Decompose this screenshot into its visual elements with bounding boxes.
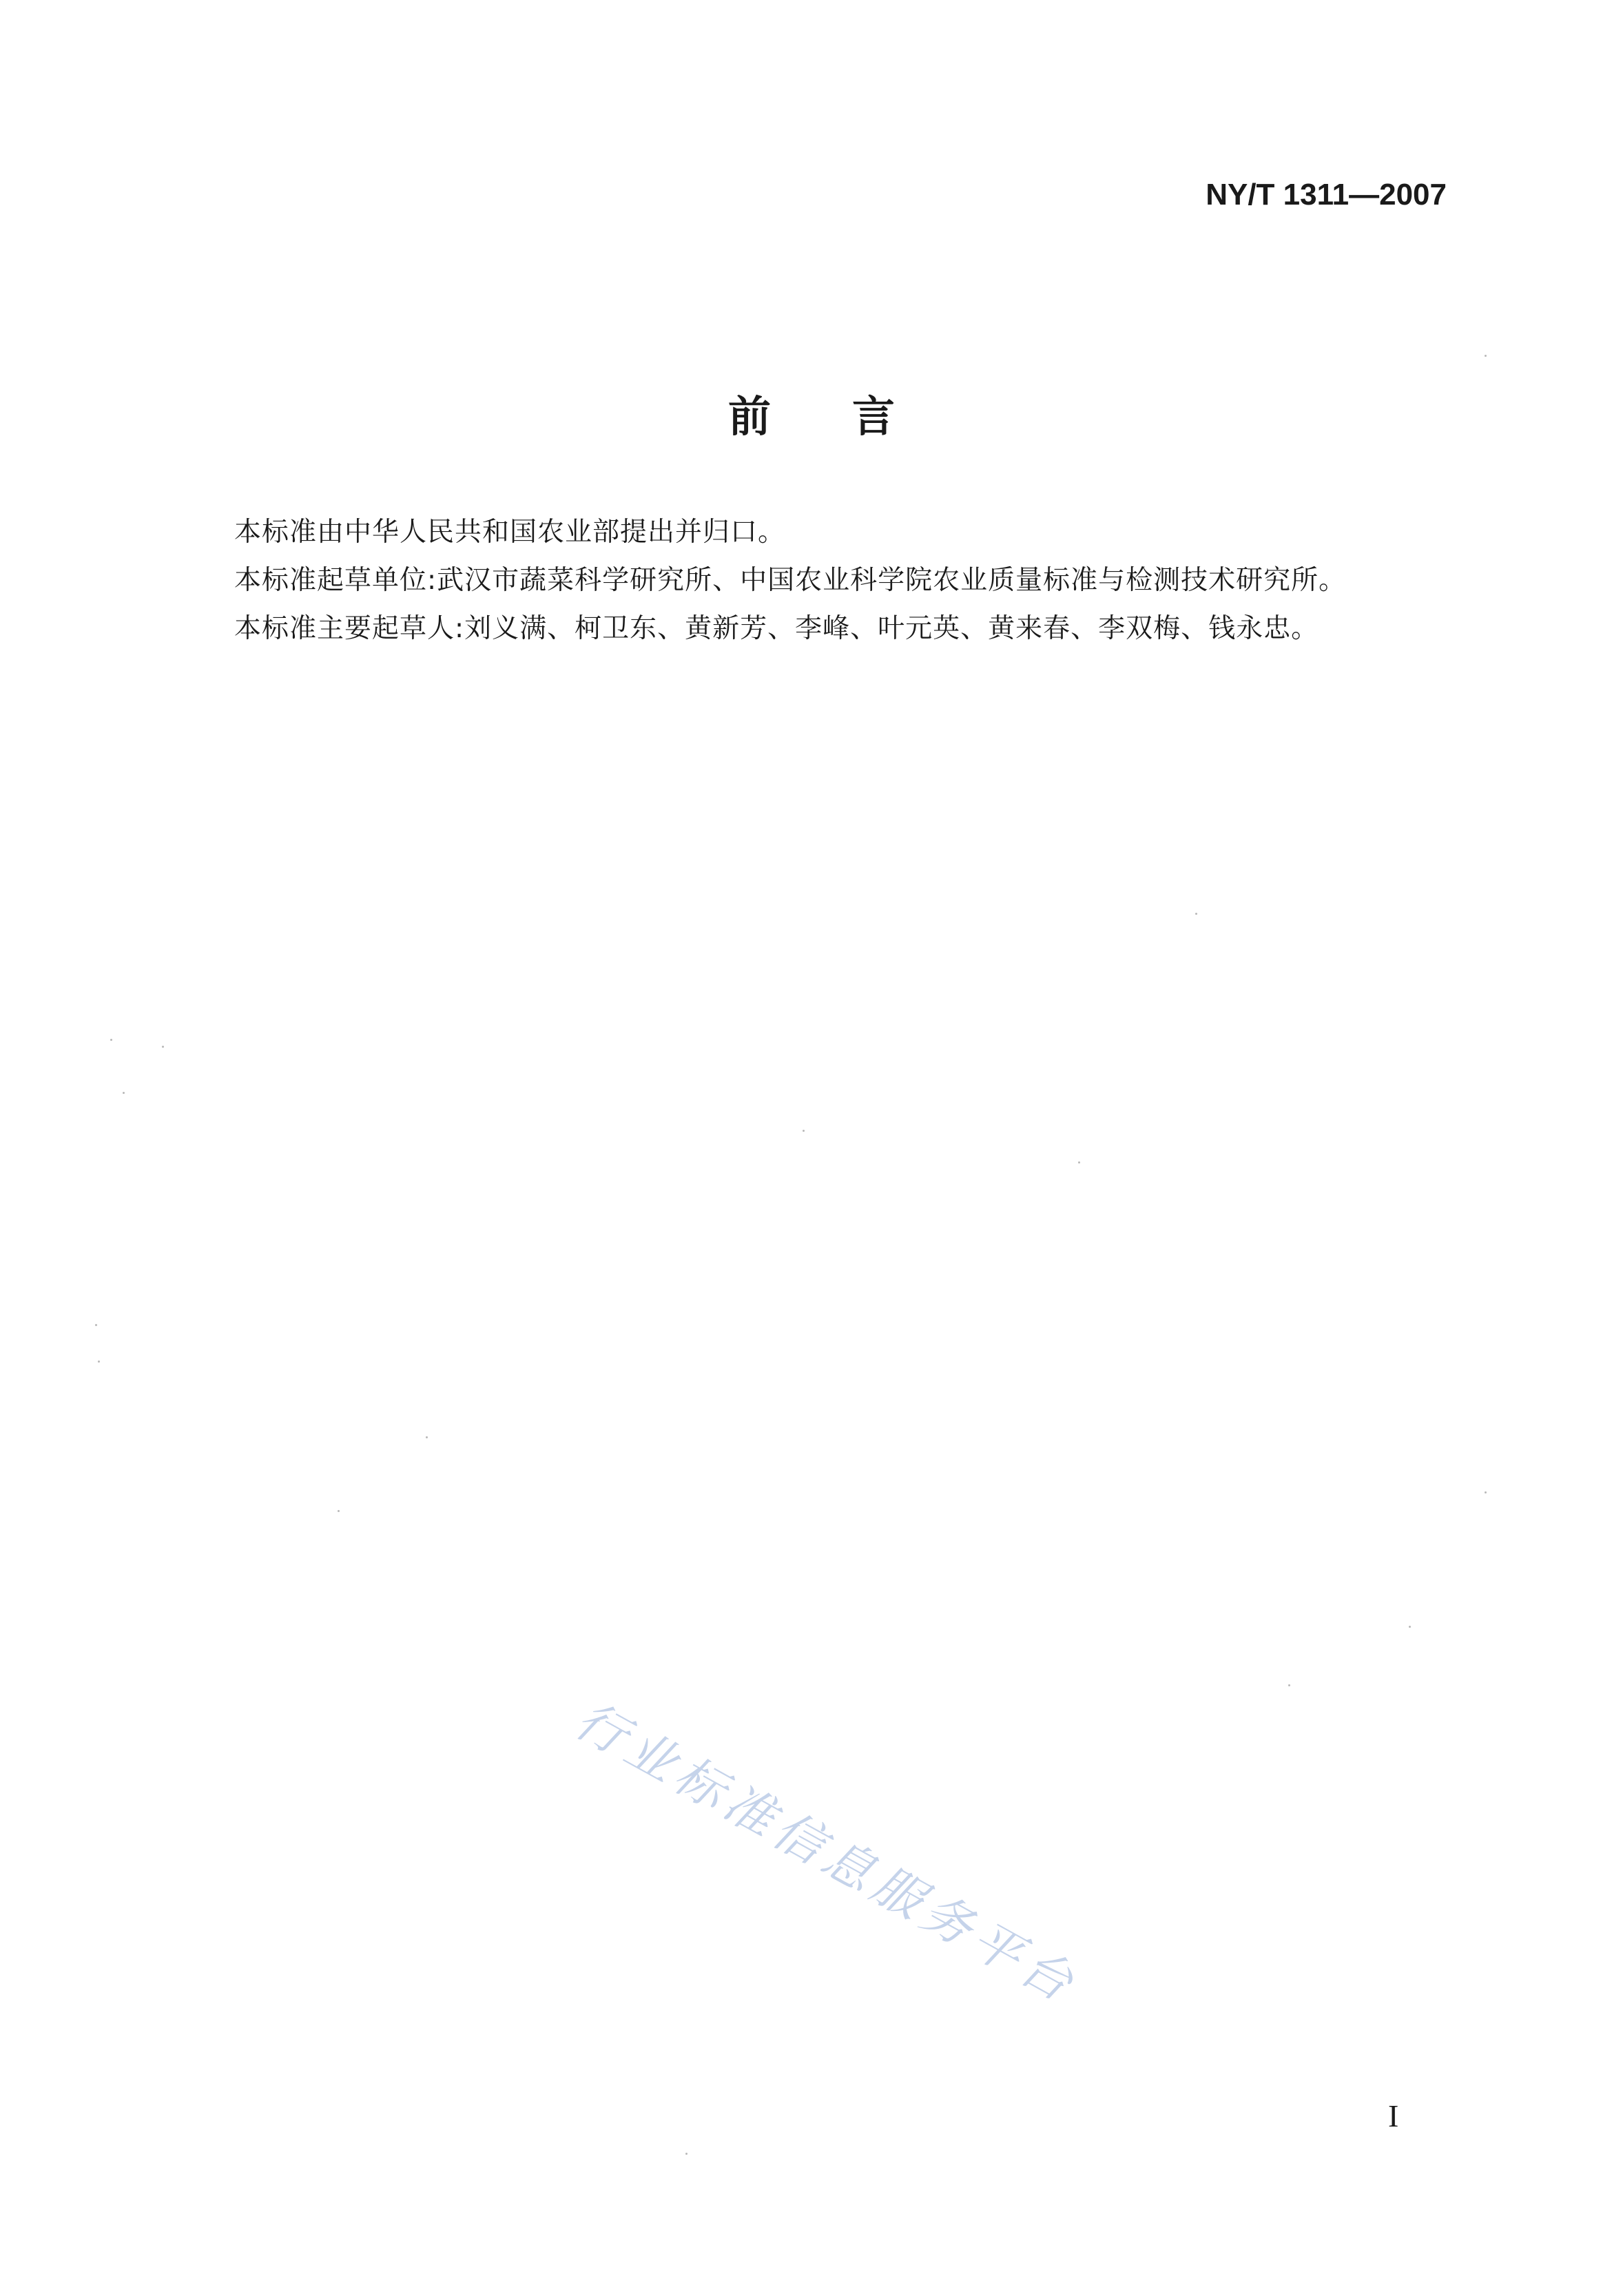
standard-code: NY/T 1311—2007	[1206, 178, 1447, 211]
scan-speck	[338, 1510, 340, 1512]
scan-speck	[1195, 913, 1197, 915]
scan-speck	[685, 2153, 688, 2155]
scan-speck	[98, 1361, 100, 1363]
scan-speck	[1078, 1161, 1080, 1163]
scan-speck	[123, 1092, 125, 1094]
page-number: I	[1388, 2098, 1399, 2133]
scan-speck	[95, 1324, 97, 1326]
scan-speck	[110, 1039, 112, 1041]
watermark: 行业标准信息服务平台	[566, 1690, 1088, 2016]
paragraph-proposer: 本标准由中华人民共和国农业部提出并归口。	[234, 517, 786, 548]
scan-speck	[1485, 1491, 1487, 1493]
scan-speck	[1485, 355, 1487, 357]
scan-speck	[162, 1046, 164, 1048]
scan-speck	[1288, 1684, 1290, 1686]
paragraph-drafting-units: 本标准起草单位:武汉市蔬菜科学研究所、中国农业科学院农业质量标准与检测技术研究所。	[234, 565, 1347, 596]
foreword-body	[234, 508, 1474, 653]
scan-speck	[803, 1130, 805, 1132]
scan-speck	[426, 1436, 428, 1438]
paragraph-drafters: 本标准主要起草人:刘义满、柯卫东、黄新芳、李峰、叶元英、黄来春、李双梅、钱永忠。	[234, 613, 1319, 644]
scan-speck	[1409, 1626, 1411, 1628]
page-title: 前言	[727, 391, 976, 442]
